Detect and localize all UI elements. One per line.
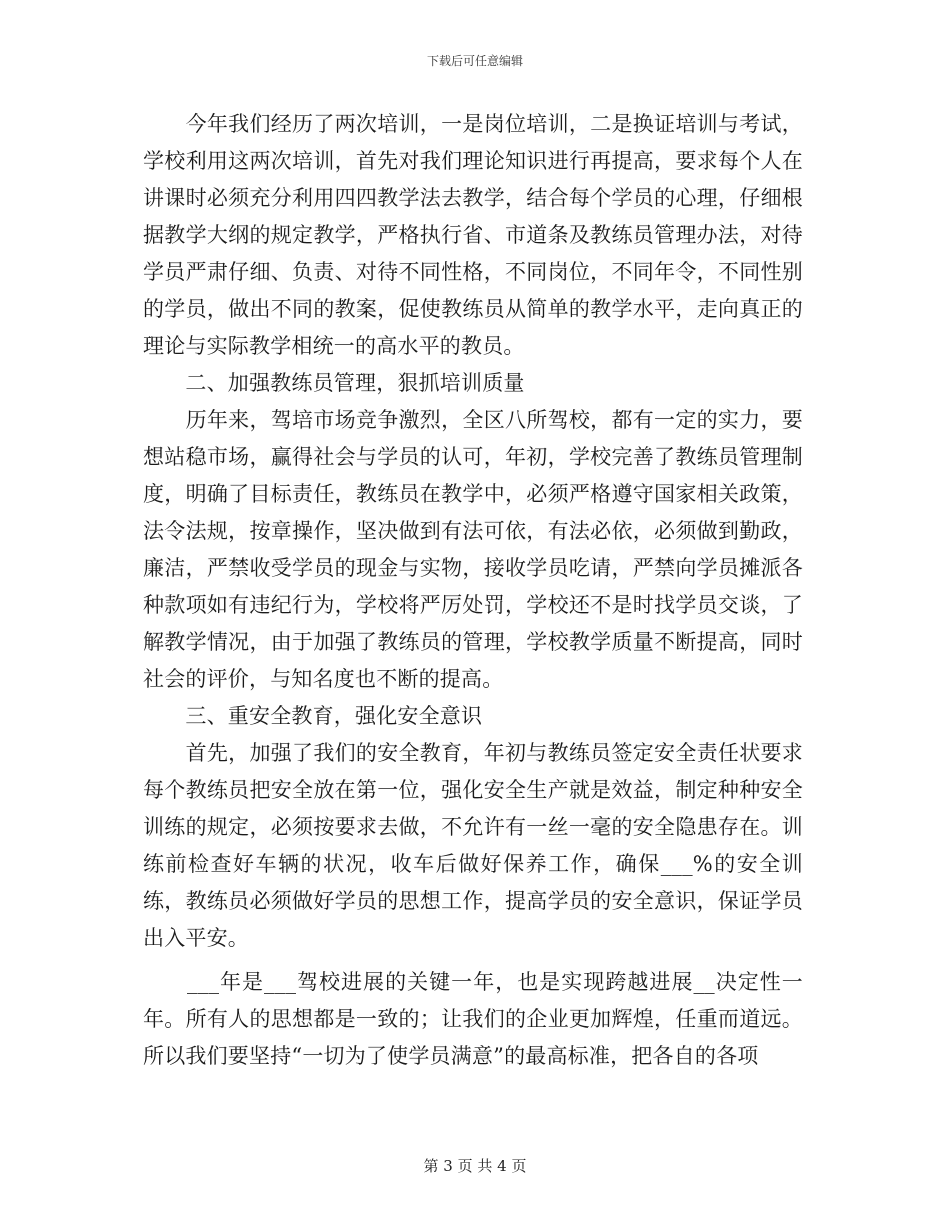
paragraph-outlook: ___年是___驾校进展的关键一年，也是实现跨越进展__决定性一年。所有人的思想都是一致的；让我们的企业更加辉煌，任重而道远。所以我们要坚持“一切为了使学员满意”的最高标准，把各自的各项 (143, 970, 803, 1068)
section-heading-management: 二、加强教练员管理，狠抓培训质量 (143, 371, 525, 395)
paragraph-training: 今年我们经历了两次培训，一是岗位培训，二是换证培训与考试，学校利用这两次培训，首先对我们理论知识进行再提高，要求每个人在讲课时必须充分利用四四教学法去教学，结合每个学员的心理，仔细根据教学大纲的规定教学，严格执行省、市道条及教练员管理办法，对待学员严肃仔细、负责、对待不同性格，不同岗位，不同年令，不同性别的学员，做出不同的教案，促使教练员从简单的教学水平，走向真正的理论与实际教学相统一的高水平的教员。 (143, 112, 803, 358)
page-number: 第 3 页 共 4 页 (423, 1157, 527, 1175)
page-header: 下载后可任意编辑 (426, 54, 523, 68)
paragraph-management: 历年来，驾培市场竞争激烈，全区八所驾校，都有一定的实力，要想站稳市场，赢得社会与学员的认可，年初，学校完善了教练员管理制度，明确了目标责任，教练员在教学中，必须严格遵守国家相关政策，法令法规，按章操作，坚决做到有法可依，有法必依，必须做到勤政，廉洁，严禁收受学员的现金与实物，接收学员吃请，严禁向学员摊派各种款项如有违纪行为，学校将严厉处罚，学校还不是时找学员交谈，了解教学情况，由于加强了教练员的管理，学校教学质量不断提高，同时社会的评价，与知名度也不断的提高。 (143, 408, 803, 691)
paragraph-safety: 首先，加强了我们的安全教育，年初与教练员签定安全责任状要求每个教练员把安全放在第一位，强化安全生产就是效益，制定种种安全训练的规定，必须按要求去做，不允许有一丝一毫的安全隐患存在。训练前检查好车辆的状况，收车后做好保养工作，确保___%的安全训练，教练员必须做好学员的思想工作，提高学员的安全意识，保证学员出入平安。 (143, 741, 803, 950)
section-heading-safety: 三、重安全教育，强化安全意识 (143, 704, 483, 728)
document-body (143, 106, 803, 1075)
paragraph-spacer (143, 957, 803, 964)
